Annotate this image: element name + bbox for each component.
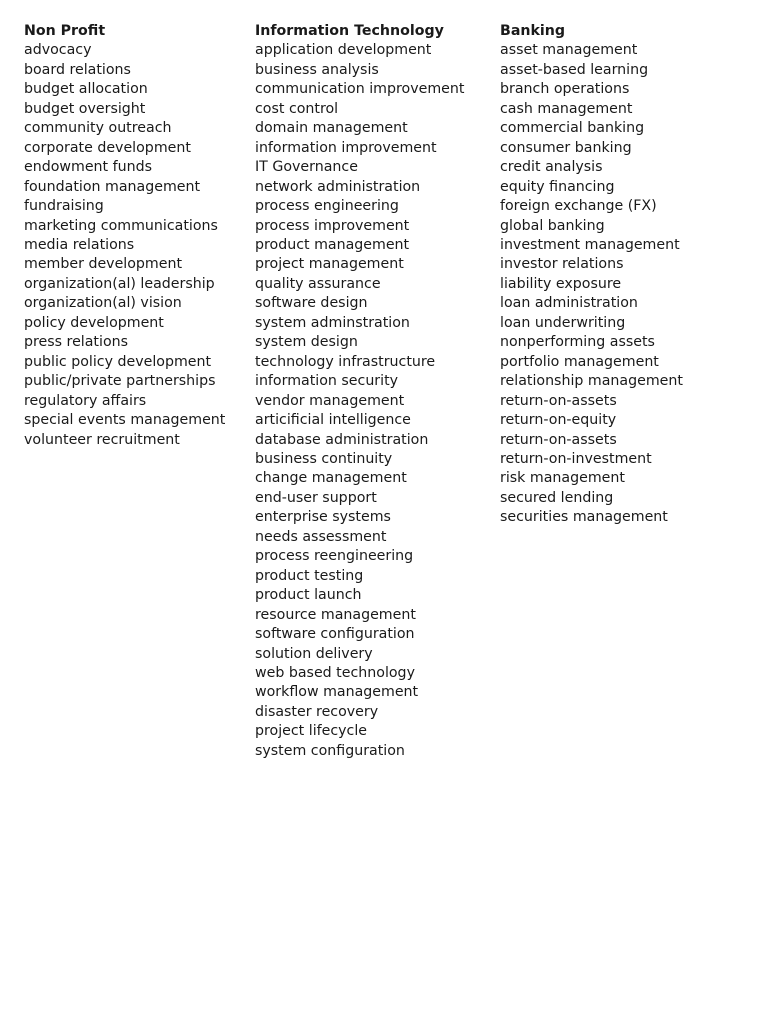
list-item: web based technology bbox=[255, 664, 415, 681]
list-item: risk management bbox=[500, 470, 625, 487]
list-item: quality assurance bbox=[255, 275, 381, 292]
list-item: product launch bbox=[255, 587, 362, 604]
list-item: return-on-equity bbox=[500, 412, 617, 429]
list-item: business analysis bbox=[255, 61, 379, 78]
list-item: process improvement bbox=[255, 217, 410, 234]
term-list-banking bbox=[500, 41, 755, 527]
list-item: process engineering bbox=[255, 198, 399, 215]
list-item: foundation management bbox=[24, 178, 201, 195]
list-item: credit analysis bbox=[500, 159, 603, 176]
list-item: branch operations bbox=[500, 81, 630, 98]
list-item: fundraising bbox=[24, 198, 104, 215]
list-item: end-user support bbox=[255, 489, 377, 506]
list-item: project lifecycle bbox=[255, 723, 368, 740]
list-item: cost control bbox=[255, 100, 339, 117]
list-item: system adminstration bbox=[255, 314, 410, 331]
list-item: return-on-investment bbox=[500, 450, 652, 467]
list-item: workflow management bbox=[255, 684, 419, 701]
column-heading-information-technology: Information Technology bbox=[255, 23, 444, 39]
list-item: project management bbox=[255, 256, 404, 273]
list-item: product management bbox=[255, 236, 410, 253]
list-item: nonperforming assets bbox=[500, 334, 655, 351]
list-item: loan administration bbox=[500, 295, 638, 312]
list-item: software configuration bbox=[255, 626, 415, 643]
list-item: member development bbox=[24, 256, 183, 273]
list-item: corporate development bbox=[24, 139, 191, 156]
list-item: press relations bbox=[24, 334, 129, 351]
column-banking bbox=[500, 22, 755, 528]
list-item: change management bbox=[255, 470, 407, 487]
column-heading-banking: Banking bbox=[500, 23, 566, 39]
list-item: policy development bbox=[24, 314, 164, 331]
list-item: endowment funds bbox=[24, 159, 152, 176]
term-list-information-technology bbox=[255, 41, 495, 761]
list-item: regulatory affairs bbox=[24, 392, 147, 409]
column-non-profit bbox=[24, 22, 249, 450]
list-item: business continuity bbox=[255, 450, 393, 467]
list-item: needs assessment bbox=[255, 528, 387, 545]
list-item: resource management bbox=[255, 606, 416, 623]
list-item: articificial intelligence bbox=[255, 412, 411, 429]
list-item: liability exposure bbox=[500, 275, 622, 292]
list-item: investor relations bbox=[500, 256, 624, 273]
list-item: solution delivery bbox=[255, 645, 373, 662]
list-item: technology infrastructure bbox=[255, 353, 436, 370]
list-item: process reengineering bbox=[255, 548, 414, 565]
list-item: advocacy bbox=[24, 42, 92, 59]
list-item: global banking bbox=[500, 217, 605, 234]
list-item: application development bbox=[255, 42, 432, 59]
list-item: information security bbox=[255, 373, 399, 390]
list-item: domain management bbox=[255, 120, 408, 137]
list-item: asset management bbox=[500, 42, 638, 59]
list-item: public policy development bbox=[24, 353, 212, 370]
list-item: board relations bbox=[24, 61, 131, 78]
list-item: organization(al) vision bbox=[24, 295, 182, 312]
list-item: relationship management bbox=[500, 373, 683, 390]
list-item: loan underwriting bbox=[500, 314, 626, 331]
list-item: commercial banking bbox=[500, 120, 645, 137]
list-item: community outreach bbox=[24, 120, 172, 137]
list-item: IT Governance bbox=[255, 159, 358, 176]
list-item: database administration bbox=[255, 431, 429, 448]
list-item: volunteer recruitment bbox=[24, 431, 180, 448]
list-item: software design bbox=[255, 295, 368, 312]
list-item: cash management bbox=[500, 100, 633, 117]
list-item: consumer banking bbox=[500, 139, 632, 156]
term-list-non-profit bbox=[24, 41, 249, 450]
list-item: vendor management bbox=[255, 392, 405, 409]
column-information-technology bbox=[255, 22, 495, 761]
list-item: public/private partnerships bbox=[24, 373, 216, 390]
list-item: securities management bbox=[500, 509, 668, 526]
list-item: marketing communications bbox=[24, 217, 218, 234]
list-item: network administration bbox=[255, 178, 421, 195]
list-item: organization(al) leadership bbox=[24, 275, 215, 292]
column-heading-non-profit: Non Profit bbox=[24, 23, 106, 39]
list-item: secured lending bbox=[500, 489, 614, 506]
list-item: budget allocation bbox=[24, 81, 148, 98]
list-item: special events management bbox=[24, 412, 226, 429]
list-item: return-on-assets bbox=[500, 431, 617, 448]
list-item: portfolio management bbox=[500, 353, 659, 370]
list-item: communication improvement bbox=[255, 81, 465, 98]
list-item: system design bbox=[255, 334, 358, 351]
list-item: information improvement bbox=[255, 139, 437, 156]
list-item: budget oversight bbox=[24, 100, 146, 117]
list-item: product testing bbox=[255, 567, 364, 584]
list-item: system configuration bbox=[255, 742, 405, 759]
list-item: media relations bbox=[24, 236, 135, 253]
list-item: foreign exchange (FX) bbox=[500, 198, 657, 215]
list-item: investment management bbox=[500, 236, 680, 253]
list-item: equity financing bbox=[500, 178, 615, 195]
list-item: return-on-assets bbox=[500, 392, 617, 409]
list-item: asset-based learning bbox=[500, 61, 649, 78]
list-item: enterprise systems bbox=[255, 509, 391, 526]
list-item: disaster recovery bbox=[255, 703, 379, 720]
